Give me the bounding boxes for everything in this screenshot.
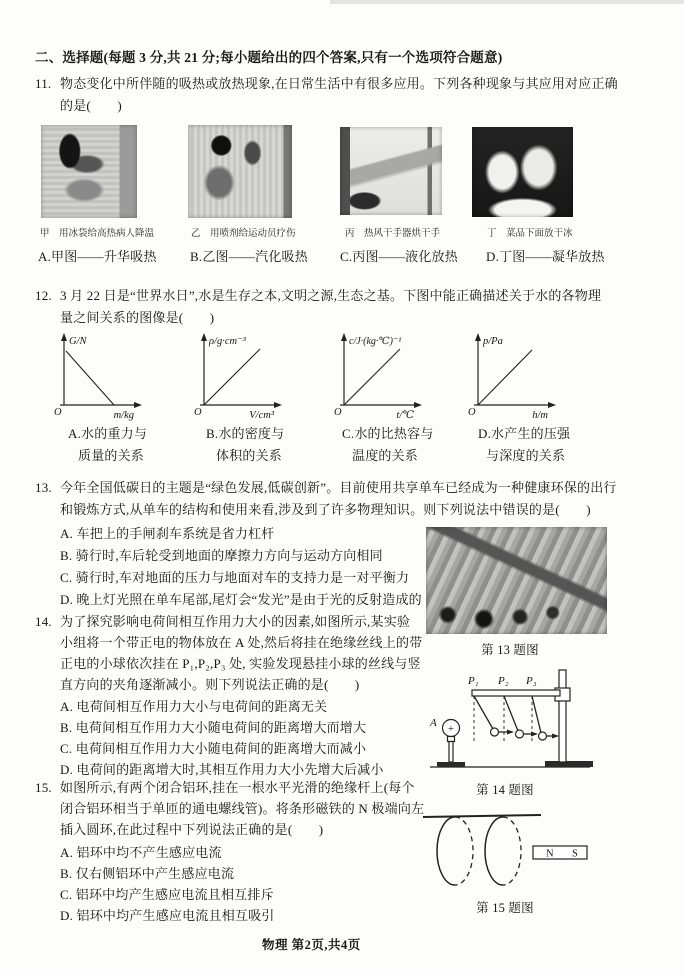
scan-edge-artifact	[330, 0, 684, 4]
point-label-p1: P₁	[468, 675, 479, 687]
data-line-increasing	[344, 349, 400, 405]
x-axis-label: m/kg	[113, 410, 134, 421]
aluminum-ring-2-back	[503, 817, 521, 885]
q15-option-a: A. 铝环中均不产生感应电流	[60, 845, 222, 860]
q15-number: 15.	[35, 780, 52, 795]
data-line-increasing	[478, 350, 532, 405]
y-axis-arrow	[341, 333, 347, 341]
charge-label-a: A	[430, 717, 437, 729]
q13-option-c: C. 骑行时,车对地面的压力与地面对车的支持力是一对平衡力	[60, 570, 410, 585]
q11-photo-caption-bing: 丙 热风干手器烘干手	[345, 229, 441, 239]
q12-caption-b1: B.水的密度与	[206, 426, 285, 441]
q11-photo-caption-jia: 甲 用冰袋给高热病人降温	[40, 229, 155, 239]
string-p2	[504, 696, 518, 731]
force-arrowhead-p3	[552, 734, 559, 739]
q14-figure-caption: 第 14 题图	[476, 783, 534, 797]
horizontal-bar	[472, 690, 560, 696]
stand-pole	[559, 670, 566, 762]
data-line-increasing	[204, 349, 260, 405]
q11-stem-line2: 的是( )	[60, 98, 122, 113]
q13-figure-caption: 第 13 题图	[481, 643, 539, 657]
q11-photo-caption-yi: 乙 用喷剂给运动员疗伤	[191, 229, 296, 239]
q13-stem-line2: 和锻炼方式,从单车的结构和使用来看,涉及到了许多物理知识。则下列说法中错误的是( )	[60, 502, 591, 517]
q11-photo-ice-bag	[41, 125, 137, 218]
data-line-decreasing	[66, 351, 114, 405]
q12-graph-a	[48, 330, 148, 422]
x-axis-arrow	[548, 402, 556, 408]
bar-magnet	[533, 846, 587, 859]
y-axis-arrow	[201, 333, 207, 341]
q12-stem-line1: 3 月 22 日是“世界水日”,水是生存之本,文明之源,生态之基。下图中能正确描述关于水的各物理	[60, 288, 602, 303]
x-axis-label: V/cm³	[249, 410, 274, 421]
q12-number: 12.	[35, 288, 52, 303]
q13-option-a: A. 车把上的手闸刹车系统是省力杠杆	[60, 526, 275, 541]
q15-option-b: B. 仅右侧铝环中产生感应电流	[60, 866, 235, 881]
object-a-neck	[448, 737, 455, 742]
y-axis-label: c/J·(kg·℃)⁻¹	[349, 336, 402, 347]
stand-base	[545, 761, 593, 767]
q13-option-b: B. 骑行时,车后轮受到地面的摩擦力方向与运动方向相同	[60, 548, 383, 563]
q14-number: 14.	[35, 614, 52, 629]
section-header: 二、选择题(每题 3 分,共 21 分;每小题给出的四个答案,只有一个选项符合题意)	[35, 50, 503, 65]
q14-stem-line4: 直方向的夹角逐渐减小。则下列说法正确的是( )	[60, 677, 360, 692]
string-p1	[474, 696, 493, 729]
q12-stem-line2: 量之间关系的图像是( )	[60, 310, 215, 325]
q15-stem-line2: 闭合铝环相当于单匝的通电螺线管)。将条形磁铁的 N 极端向左	[60, 801, 425, 816]
aluminum-ring-1-back	[455, 817, 473, 885]
q11-option-a: A.甲图——升华吸热	[38, 249, 157, 264]
charged-ball-p3	[539, 732, 547, 740]
q11-photo-caption-ding: 丁 菜品下面放干冰	[487, 229, 573, 239]
insulating-rod	[423, 815, 541, 817]
q11-number: 11.	[35, 76, 52, 91]
q11-option-b: B.乙图——汽化吸热	[190, 249, 308, 264]
q12-graph-d	[462, 330, 567, 422]
q11-photo-dry-ice	[472, 127, 573, 217]
plus-sign: +	[448, 724, 454, 735]
point-label-p3: P₃	[526, 675, 537, 687]
q13-photo-shared-bikes	[426, 527, 607, 634]
q15-stem-line3: 插入圆环,在此过程中下列说法正确的是( )	[60, 822, 324, 837]
page-footer: 物理 第2页,共4页	[262, 938, 361, 952]
magnet-north-label: N	[546, 848, 554, 860]
origin-label: O	[54, 407, 62, 418]
y-axis-arrow	[61, 333, 67, 341]
q14-option-b: B. 电荷间相互作用力大小随电荷间的距离增大而增大	[60, 720, 367, 735]
y-axis-label: G/N	[69, 336, 87, 347]
q12-graph-c	[328, 330, 453, 422]
string-p3	[532, 696, 541, 733]
q12-caption-b2: 体积的关系	[216, 448, 283, 463]
q14-option-d: D. 电荷间的距离增大时,其相互作用力大小先增大后减小	[60, 762, 384, 777]
q14-option-c: C. 电荷间相互作用力大小随电荷间的距离增大而减小	[60, 741, 367, 756]
q13-option-d: D. 晚上灯光照在单车尾部,尾灯会“发光”是由于光的反射造成的	[60, 592, 422, 607]
q12-caption-c1: C.水的比热容与	[342, 426, 434, 441]
q11-photo-spray	[188, 125, 292, 218]
y-axis-label: p/Pa	[483, 336, 503, 347]
q13-stem-line1: 今年全国低碳日的主题是“绿色发展,低碳创新”。目前使用共享单车已经成为一种健康环保的出行	[60, 480, 617, 495]
charged-ball-p2	[516, 730, 524, 738]
q14-figure	[428, 664, 603, 774]
x-axis-label: t/℃	[396, 410, 414, 421]
y-axis-arrow	[475, 333, 481, 341]
q11-option-d: D.丁图——凝华放热	[486, 249, 605, 264]
y-axis-label: ρ/g·cm⁻³	[209, 336, 246, 347]
q14-stem-line3: 正电的小球依次挂在 P₁,P₂,P₃ 处, 实验发现悬挂小球的丝线与竖	[60, 656, 421, 671]
q12-caption-d1: D.水产生的压强	[478, 426, 571, 441]
q12-caption-d2: 与深度的关系	[486, 448, 566, 463]
x-axis-arrow	[134, 402, 142, 408]
q14-stem-line2: 小组将一个带正电的物体放在 A 处,然后将挂在绝缘丝线上的带	[60, 635, 423, 650]
x-axis-arrow	[274, 402, 282, 408]
aluminum-ring-1-front	[437, 817, 455, 885]
q12-caption-c2: 温度的关系	[352, 448, 419, 463]
aluminum-ring-2-front	[485, 817, 503, 885]
q11-option-c: C.丙图——液化放热	[340, 249, 458, 264]
x-axis-label: h/m	[532, 410, 548, 421]
charged-ball-p1	[491, 728, 499, 736]
origin-label: O	[334, 407, 342, 418]
magnet-south-label: S	[572, 848, 578, 860]
origin-label: O	[194, 407, 202, 418]
object-a-base	[437, 762, 465, 767]
q12-graph-b	[188, 330, 293, 422]
object-a-pole	[449, 742, 453, 763]
q14-option-a: A. 电荷间相互作用力大小与电荷间的距离无关	[60, 699, 328, 714]
force-arrowhead-p2	[531, 732, 538, 737]
x-axis-arrow	[414, 402, 422, 408]
q15-option-d: D. 铝环中均产生感应电流且相互吸引	[60, 908, 275, 923]
q11-photo-hand-dryer	[340, 127, 442, 215]
force-arrowhead-p1	[507, 730, 514, 735]
q12-caption-a1: A.水的重力与	[68, 426, 148, 441]
q15-stem-line1: 如图所示,有两个闭合铝环,挂在一根水平光滑的绝缘杆上(每个	[60, 780, 415, 795]
q12-caption-a2: 质量的关系	[78, 448, 145, 463]
point-label-p2: P₂	[498, 675, 509, 687]
q14-stem-line1: 为了探究影响电荷间相互作用力大小的因素,如图所示,某实验	[60, 614, 411, 629]
q15-figure-caption: 第 15 题图	[476, 901, 534, 915]
q15-option-c: C. 铝环中均产生感应电流且相互排斥	[60, 887, 274, 902]
q11-stem-line1: 物态变化中所伴随的吸热或放热现象,在日常生活中有很多应用。下列各种现象与其应用对应正确	[60, 76, 618, 91]
q15-figure	[420, 808, 600, 896]
q13-number: 13.	[35, 480, 52, 495]
origin-label: O	[468, 407, 476, 418]
